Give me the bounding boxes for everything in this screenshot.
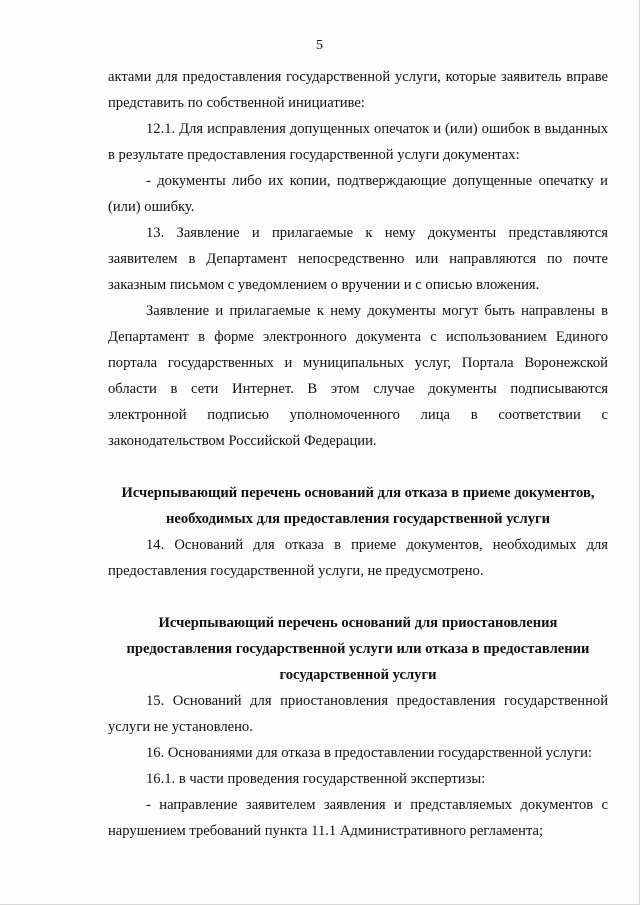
paragraph-14: 14. Оснований для отказа в приеме документов, необходимых для предоставления государственной услуги, не предусмотрено. (108, 537, 608, 579)
section-heading-suspension-refusal: Исчерпывающий перечень оснований для приостановления предоставления государственной услуги или отказа в предоставлении государственной услуги (126, 615, 590, 683)
paragraph-12-1: 12.1. Для исправления допущенных опечаток и (или) ошибок в выданных в результате предоставления государственной услуги документах: (108, 121, 608, 163)
paragraph-16-1: 16.1. в части проведения государственной экспертизы: (146, 771, 486, 787)
paragraph-16: 16. Основаниями для отказа в предоставлении государственной услуги: (146, 745, 592, 761)
paragraph-15: 15. Оснований для приостановления предоставления государственной услуги не установлено. (108, 693, 608, 735)
paragraph-13: 13. Заявление и прилагаемые к нему документы представляются заявителем в Департамент непосредственно или направляются по почте заказным письмом с уведомлением о вручении и с описью вложения. (108, 225, 608, 293)
paragraph-continuation: актами для предоставления государственной услуги, которые заявитель вправе представить по собственной инициативе: (108, 69, 608, 111)
paragraph-documents-copies: - документы либо их копии, подтверждающие допущенные опечатку и (или) ошибку. (108, 173, 608, 215)
section-heading-refusal-acceptance: Исчерпывающий перечень оснований для отказа в приеме документов, необходимых для предоставления государственной услуги (121, 485, 595, 527)
page-number: 5 (316, 38, 323, 53)
paragraph-electronic-submission: Заявление и прилагаемые к нему документы могут быть направлены в Департамент в форме электронного документа с использованием Единого портала государственных и муниципальных услуг, Портала Воронежской области в сети Интернет. В этом случае документы подписываются электронной подписью уполномоченного лица в соответствии с законодательством Российской Федерации. (108, 303, 608, 449)
paragraph-violation: - направление заявителем заявления и представляемых документов с нарушением требований пункта 11.1 Административного регламента; (108, 797, 608, 839)
document-body (108, 64, 608, 844)
